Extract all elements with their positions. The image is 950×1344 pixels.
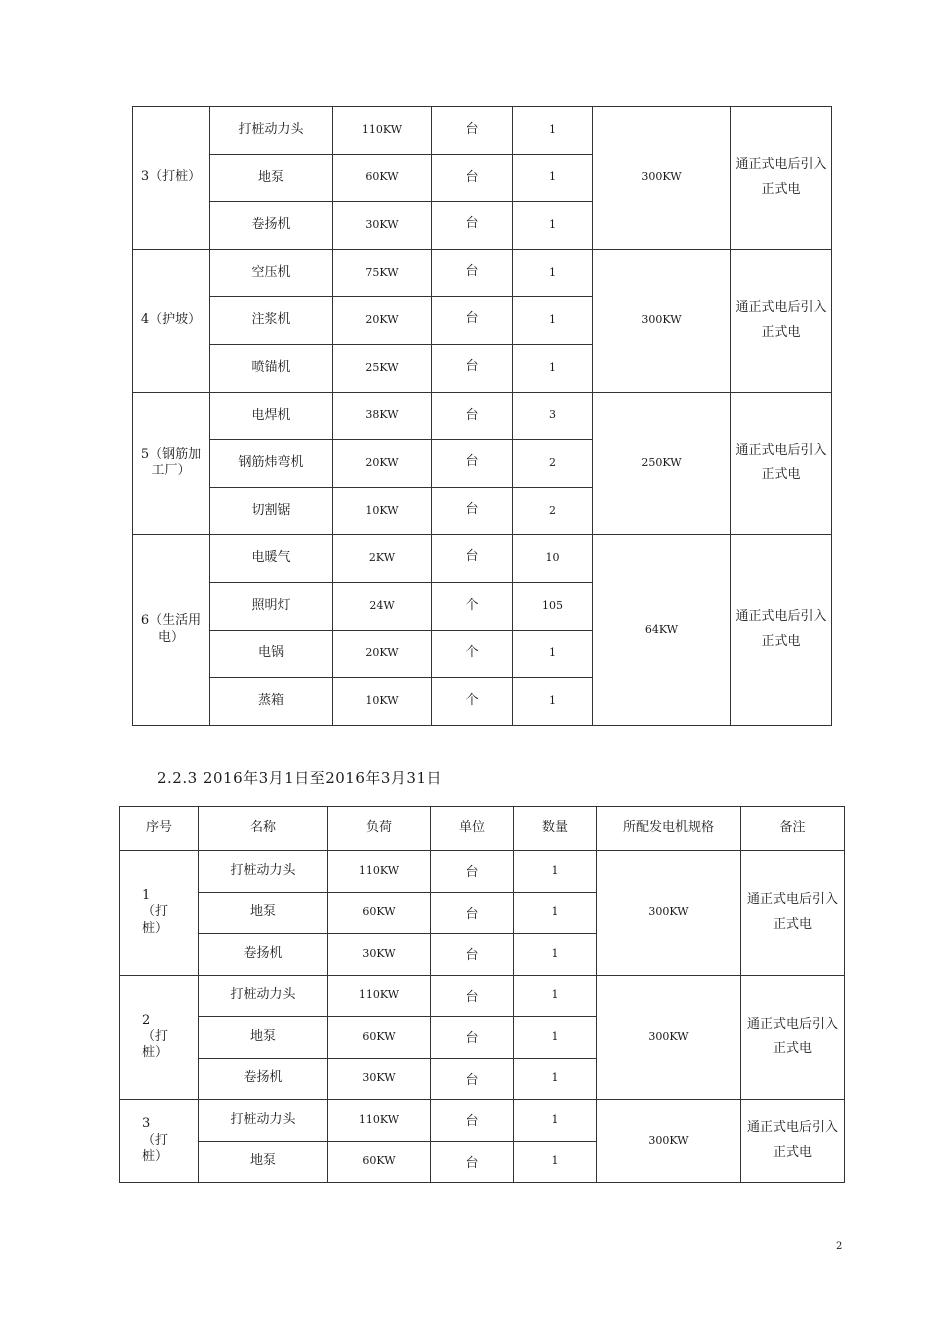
load-cell: 10KW — [333, 487, 432, 535]
name-cell: 打桩动力头 — [199, 851, 328, 893]
seq-label: 1（打桩） — [142, 888, 169, 936]
unit-cell: 台 — [432, 249, 513, 297]
header-note: 备注 — [741, 807, 845, 851]
load-cell: 25KW — [333, 344, 432, 392]
qty-cell: 3 — [513, 392, 593, 440]
header-load: 负荷 — [328, 807, 431, 851]
load-cell: 10KW — [333, 678, 432, 726]
table-row — [133, 535, 832, 583]
qty-cell: 2 — [513, 440, 593, 488]
unit-cell: 台 — [432, 202, 513, 250]
name-cell: 电焊机 — [210, 392, 333, 440]
name-cell: 打桩动力头 — [210, 107, 333, 155]
qty-cell: 1 — [514, 1058, 597, 1100]
name-cell: 喷锚机 — [210, 344, 333, 392]
unit-cell: 个 — [432, 630, 513, 678]
unit-cell: 台 — [431, 892, 514, 934]
load-cell: 2KW — [333, 535, 432, 583]
unit-cell: 台 — [432, 440, 513, 488]
name-cell: 地泵 — [199, 892, 328, 934]
qty-cell: 1 — [514, 892, 597, 934]
unit-cell: 台 — [432, 107, 513, 155]
load-cell: 60KW — [328, 1141, 431, 1183]
unit-cell: 台 — [432, 154, 513, 202]
name-cell: 打桩动力头 — [199, 975, 328, 1017]
note-cell: 通正式电后引入正式电 — [731, 107, 832, 250]
seq-cell — [120, 851, 199, 976]
note-cell: 通正式电后引入正式电 — [731, 392, 832, 535]
qty-cell: 1 — [513, 107, 593, 155]
generator-cell: 300KW — [597, 975, 741, 1100]
qty-cell: 1 — [513, 249, 593, 297]
generator-cell: 300KW — [593, 249, 731, 392]
note-cell: 通正式电后引入正式电 — [731, 249, 832, 392]
load-cell: 24W — [333, 582, 432, 630]
name-cell: 地泵 — [199, 1141, 328, 1183]
qty-cell: 1 — [513, 630, 593, 678]
table-row — [120, 851, 845, 893]
load-cell: 110KW — [333, 107, 432, 155]
load-cell: 20KW — [333, 297, 432, 345]
generator-cell: 64KW — [593, 535, 731, 725]
qty-cell: 1 — [514, 1017, 597, 1059]
qty-cell: 1 — [513, 202, 593, 250]
seq-label: 3（打桩） — [142, 1116, 169, 1164]
header-generator: 所配发电机规格 — [597, 807, 741, 851]
unit-cell: 台 — [431, 1058, 514, 1100]
name-cell: 空压机 — [210, 249, 333, 297]
qty-cell: 105 — [513, 582, 593, 630]
load-cell: 30KW — [328, 934, 431, 976]
load-cell: 110KW — [328, 975, 431, 1017]
seq-label: 6（生活用电） — [140, 613, 202, 646]
seq-label: 5（钢筋加工厂） — [140, 446, 202, 479]
page-number: 2 — [836, 1241, 843, 1252]
name-cell: 卷扬机 — [199, 934, 328, 976]
table-row — [120, 975, 845, 1017]
seq-cell — [133, 535, 210, 725]
qty-cell: 1 — [513, 344, 593, 392]
seq-cell — [120, 1100, 199, 1183]
name-cell: 电暖气 — [210, 535, 333, 583]
seq-cell — [133, 107, 210, 250]
generator-cell: 300KW — [593, 107, 731, 250]
name-cell: 照明灯 — [210, 582, 333, 630]
unit-cell: 台 — [431, 975, 514, 1017]
name-cell: 注浆机 — [210, 297, 333, 345]
load-cell: 30KW — [333, 202, 432, 250]
unit-cell: 个 — [432, 582, 513, 630]
load-cell: 60KW — [328, 892, 431, 934]
unit-cell: 台 — [431, 1017, 514, 1059]
seq-label: 4（护坡） — [140, 312, 202, 328]
header-unit: 单位 — [431, 807, 514, 851]
qty-cell: 1 — [513, 154, 593, 202]
seq-label: 3（打桩） — [140, 169, 202, 185]
unit-cell: 台 — [432, 487, 513, 535]
unit-cell: 台 — [432, 535, 513, 583]
table-row — [120, 1100, 845, 1142]
load-cell: 20KW — [333, 440, 432, 488]
name-cell: 地泵 — [210, 154, 333, 202]
generator-cell: 250KW — [593, 392, 731, 535]
name-cell: 切割锯 — [210, 487, 333, 535]
seq-cell — [133, 249, 210, 392]
load-cell: 75KW — [333, 249, 432, 297]
note-cell: 通正式电后引入正式电 — [741, 1100, 845, 1183]
equipment-table-continued — [132, 106, 832, 726]
load-cell: 60KW — [333, 154, 432, 202]
name-cell: 卷扬机 — [210, 202, 333, 250]
unit-cell: 台 — [431, 851, 514, 893]
unit-cell: 台 — [431, 934, 514, 976]
qty-cell: 1 — [514, 934, 597, 976]
note-cell: 通正式电后引入正式电 — [731, 535, 832, 725]
qty-cell: 1 — [514, 1141, 597, 1183]
name-cell: 电锅 — [210, 630, 333, 678]
table-row — [133, 107, 832, 155]
unit-cell: 台 — [432, 344, 513, 392]
load-cell: 110KW — [328, 851, 431, 893]
qty-cell: 1 — [514, 975, 597, 1017]
seq-cell — [133, 392, 210, 535]
header-seq: 序号 — [120, 807, 199, 851]
generator-cell: 300KW — [597, 1100, 741, 1183]
name-cell: 打桩动力头 — [199, 1100, 328, 1142]
header-row — [120, 807, 845, 851]
qty-cell: 2 — [513, 487, 593, 535]
unit-cell: 台 — [431, 1141, 514, 1183]
name-cell: 地泵 — [199, 1017, 328, 1059]
unit-cell: 台 — [432, 297, 513, 345]
table-row — [133, 392, 832, 440]
unit-cell: 台 — [431, 1100, 514, 1142]
name-cell: 卷扬机 — [199, 1058, 328, 1100]
load-cell: 38KW — [333, 392, 432, 440]
header-qty: 数量 — [514, 807, 597, 851]
table-row — [133, 249, 832, 297]
unit-cell: 个 — [432, 678, 513, 726]
name-cell: 蒸箱 — [210, 678, 333, 726]
load-cell: 110KW — [328, 1100, 431, 1142]
section-heading: 2.2.3 2016年3月1日至2016年3月31日 — [157, 769, 443, 787]
unit-cell: 台 — [432, 392, 513, 440]
seq-label: 2（打桩） — [142, 1012, 169, 1061]
load-cell: 30KW — [328, 1058, 431, 1100]
note-cell: 通正式电后引入正式电 — [741, 975, 845, 1100]
qty-cell: 1 — [513, 297, 593, 345]
note-cell: 通正式电后引入正式电 — [741, 851, 845, 976]
qty-cell: 10 — [513, 535, 593, 583]
seq-cell — [120, 975, 199, 1100]
qty-cell: 1 — [514, 1100, 597, 1142]
qty-cell: 1 — [513, 678, 593, 726]
name-cell: 钢筋炜弯机 — [210, 440, 333, 488]
generator-cell: 300KW — [597, 851, 741, 976]
load-cell: 20KW — [333, 630, 432, 678]
load-cell: 60KW — [328, 1017, 431, 1059]
qty-cell: 1 — [514, 851, 597, 893]
header-name: 名称 — [199, 807, 328, 851]
equipment-table-march — [119, 806, 845, 1183]
